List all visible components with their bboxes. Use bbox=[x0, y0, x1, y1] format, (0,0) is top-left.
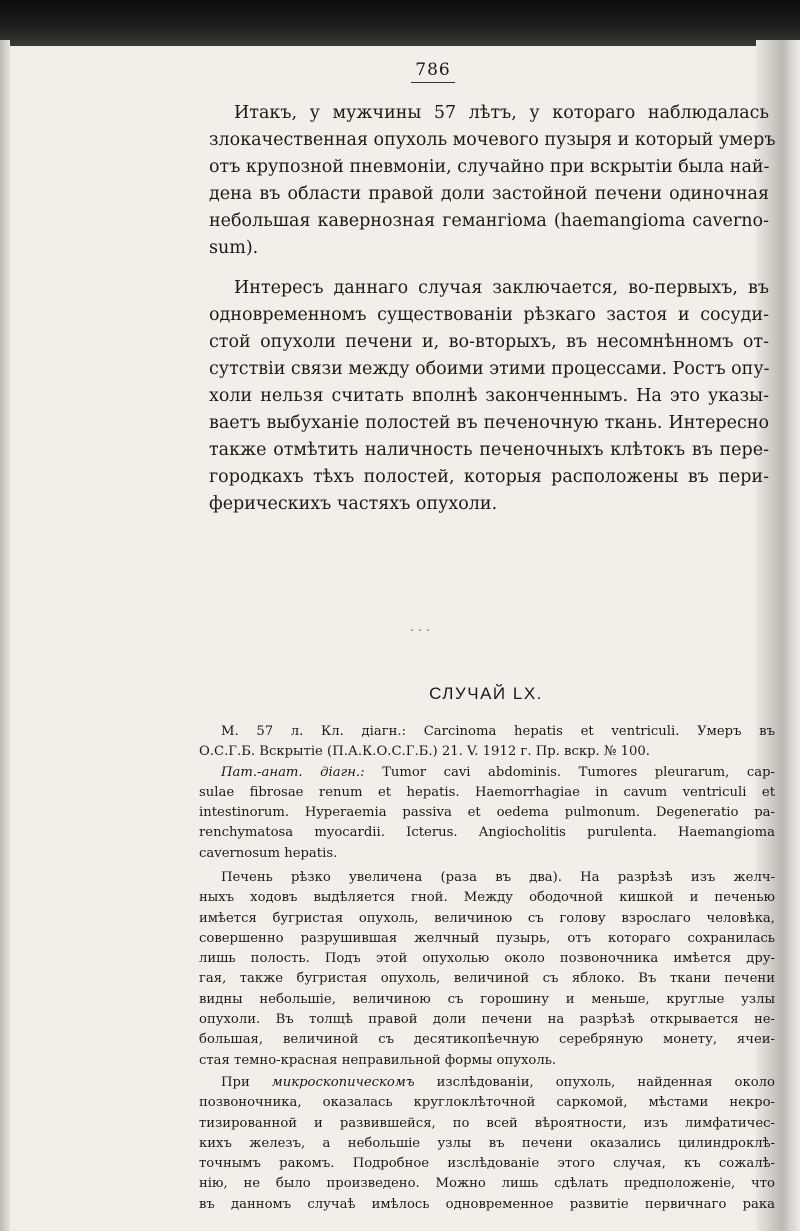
text-line: имѣется бугристая опухоль, величиною съ голову взрослаго человѣка, bbox=[199, 910, 775, 926]
text-line: renchymatosa myocardii. Icterus. Angiocholitis purulenta. Haemangioma bbox=[199, 825, 775, 841]
scan-left-margin bbox=[0, 40, 10, 1231]
micro-label: микроскопическомъ bbox=[271, 1075, 415, 1090]
text-line: sulae fibrosae renum et hepatis. Haemorrhagiae in cavum ventriculi et bbox=[199, 784, 775, 800]
text-line: стой опухоли печени и, во-вторыхъ, въ несомнѣнномъ от- bbox=[209, 332, 769, 352]
text-fragment: Tumor cavi abdominis. Tumores pleurarum, cap- bbox=[364, 764, 775, 780]
case-description bbox=[199, 868, 775, 1071]
text-fragment: При bbox=[221, 1075, 272, 1090]
text-line: ныхъ ходовъ выдѣляется гной. Между ободочной кишкой и печенью bbox=[199, 890, 775, 906]
text-line: совершенно разрушившая желчный пузырь, отъ котораго сохранилась bbox=[199, 930, 775, 946]
text-line: одновременномъ существованіи рѣзкаго застоя и сосуди- bbox=[209, 305, 769, 325]
text-line: sum). bbox=[209, 238, 259, 258]
page-number-underline bbox=[411, 82, 455, 83]
case-microscopy bbox=[199, 1073, 775, 1215]
text-line: точнымъ ракомъ. Подробное изслѣдованіе этого случая, къ сожалѣ- bbox=[199, 1156, 775, 1172]
case-summary bbox=[199, 722, 775, 864]
text-line: также отмѣтить наличность печеночныхъ клѣтокъ въ пере- bbox=[209, 440, 769, 460]
text-line: тизированной и развившейся, по всей вѣроятности, изъ лимфатичес- bbox=[199, 1115, 775, 1131]
text-line: лишь полость. Подъ этой опухолью около позвоночника имѣется дру- bbox=[199, 951, 775, 967]
text-line: нію, не было произведено. Можно лишь сдѣлать предположеніе, что bbox=[199, 1176, 775, 1192]
text-line: сутствіи связи между обоими этими процессами. Ростъ опу- bbox=[209, 359, 770, 379]
scan-dark-top-edge bbox=[0, 0, 800, 46]
text-line: въ данномъ случаѣ имѣлось одновременное развитіе первичнаго рака bbox=[199, 1196, 775, 1212]
text-line: кихъ железъ, а небольшіе узлы въ печени оказались цилиндроклѣ- bbox=[199, 1135, 775, 1151]
text-line: позвоночника, оказалась круглоклѣточной саркомой, мѣстами некро- bbox=[199, 1095, 775, 1111]
text-line: большая, величиной съ десятикопѣечную серебряную монету, ячеи- bbox=[199, 1032, 775, 1048]
text-line: О.С.Г.Б. Вскрытіе (П.А.К.О.С.Г.Б.) 21. V. 1912 г. Пр. вскр. № 100. bbox=[199, 744, 650, 760]
pat-anat-label: Пат.-анат. діагн.: bbox=[221, 764, 365, 780]
text-line: intestinorum. Hyperaemia passiva et oedema pulmonum. Degeneratio pa- bbox=[199, 805, 775, 821]
text-line: отъ крупозной пневмоніи, случайно при вскрытіи была най- bbox=[209, 157, 770, 177]
text-line: опухоли. Въ толщѣ правой доли печени на разрѣзѣ открывается не- bbox=[199, 1012, 775, 1028]
section-separator: ... bbox=[410, 620, 434, 634]
pat-anat-line bbox=[199, 763, 775, 783]
paragraph-conclusion bbox=[209, 100, 776, 262]
text-line: ферическихъ частяхъ опухоли. bbox=[209, 494, 498, 514]
text-line: видны небольшіе, величиною съ горошину и меньше, круглые узлы bbox=[199, 991, 775, 1007]
text-line: М. 57 л. Кл. діагн.: Carcinoma hepatis et ventriculi. Умеръ въ bbox=[221, 724, 775, 739]
text-line: ваетъ выбуханіе полостей въ печеночную ткань. Интересно bbox=[209, 413, 769, 433]
paragraph-interest bbox=[209, 275, 769, 518]
text-fragment: изслѣдованіи, опухоль, найденная около bbox=[414, 1075, 775, 1090]
micro-line bbox=[199, 1073, 775, 1093]
page-number: 786 bbox=[415, 60, 451, 80]
text-line: гая, также бугристая опухоль, величиной съ яблоко. Въ ткани печени bbox=[199, 971, 775, 987]
text-line: городкахъ тѣхъ полостей, которыя расположены въ пери- bbox=[209, 467, 769, 487]
text-line: Итакъ, у мужчины 57 лѣтъ, у котораго наблюдалась bbox=[234, 103, 769, 123]
text-line: cavernosum hepatis. bbox=[199, 845, 338, 861]
text-line: злокачественная опухоль мочевого пузыря и который умеръ bbox=[209, 130, 776, 150]
case-heading: СЛУЧАЙ LX. bbox=[429, 684, 543, 703]
text-line: дена въ области правой доли застойной печени одиночная bbox=[209, 184, 769, 204]
text-line: стая темно-красная неправильной формы опухоль. bbox=[199, 1052, 557, 1068]
text-line: Печень рѣзко увеличена (раза въ два). На разрѣзѣ изъ желч- bbox=[221, 870, 775, 885]
text-line: небольшая кавернозная гемангіома (haemangioma caverno- bbox=[209, 211, 769, 231]
text-line: Интересъ даннаго случая заключается, во-первыхъ, въ bbox=[234, 278, 769, 298]
text-line: холи нельзя считать вполнѣ законченнымъ. На это указы- bbox=[209, 386, 769, 406]
